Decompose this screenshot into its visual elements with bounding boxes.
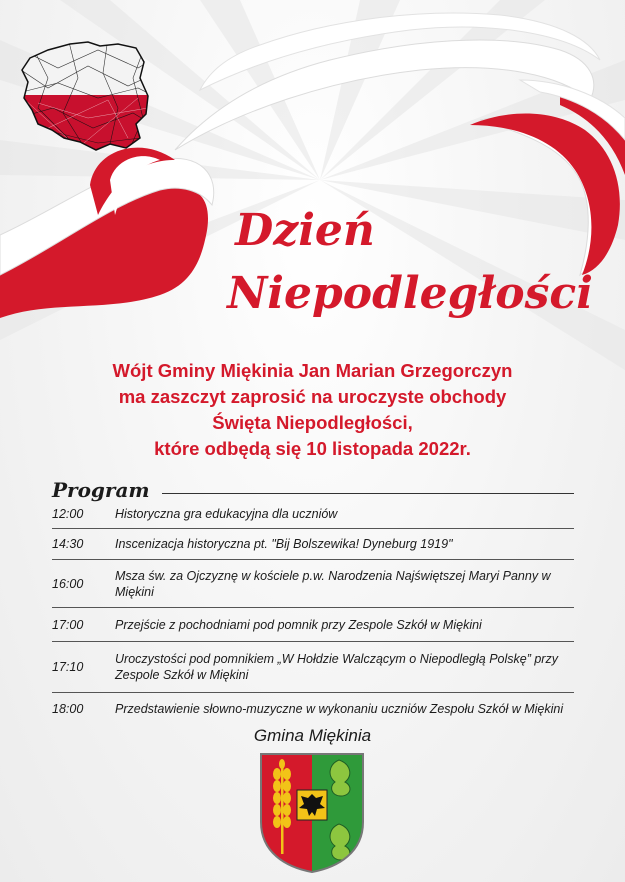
organizer-name: Gmina Miękinia xyxy=(253,726,372,745)
program-list xyxy=(52,500,574,724)
program-title: Program xyxy=(52,478,150,502)
program-description: Historyczna gra edukacyjna dla uczniów xyxy=(115,507,338,521)
program-time: 17:00 xyxy=(52,617,84,632)
program-row xyxy=(52,608,574,642)
poland-map-icon xyxy=(18,38,158,153)
program-description: Uroczystości pod pomnikiem „W Hołdzie Walczącym o Niepodległą Polskę” przy Zespole Szkół w Miękini xyxy=(115,652,558,682)
invitation-line: które odbędą się 10 listopada 2022r. xyxy=(154,438,471,459)
invitation-text xyxy=(40,358,585,462)
title-line-1: Dzień xyxy=(235,205,375,256)
coat-of-arms-icon xyxy=(259,752,365,874)
program-row xyxy=(52,529,574,560)
program-row xyxy=(52,642,574,693)
program-time: 18:00 xyxy=(52,701,84,716)
program-description: Przejście z pochodniami pod pomnik przy Zespole Szkół w Miękini xyxy=(115,617,482,632)
invitation-line: Święta Niepodległości, xyxy=(212,412,413,433)
divider xyxy=(162,493,574,494)
program-row xyxy=(52,693,574,724)
invitation-line: Wójt Gminy Miękinia Jan Marian Grzegorczyn xyxy=(112,360,513,381)
program-time: 16:00 xyxy=(52,576,84,591)
program-description: Przedstawienie słowno-muzyczne w wykonaniu uczniów Zespołu Szkół w Miękini xyxy=(115,701,564,716)
invitation-line: ma zaszczyt zaprosić na uroczyste obchody xyxy=(118,386,507,407)
title-line-2: Niepodległości xyxy=(227,268,593,319)
program-row xyxy=(52,500,574,529)
program-time: 14:30 xyxy=(52,537,84,551)
program-description: Inscenizacja historyczna pt. "Bij Bolszewika! Dyneburg 1919" xyxy=(115,537,453,551)
program-time: 17:10 xyxy=(52,660,84,674)
program-time: 12:00 xyxy=(52,507,84,521)
program-row xyxy=(52,560,574,608)
program-description: Msza św. za Ojczyznę w kościele p.w. Narodzenia Najświętszej Maryi Panny w Miękini xyxy=(115,568,551,599)
